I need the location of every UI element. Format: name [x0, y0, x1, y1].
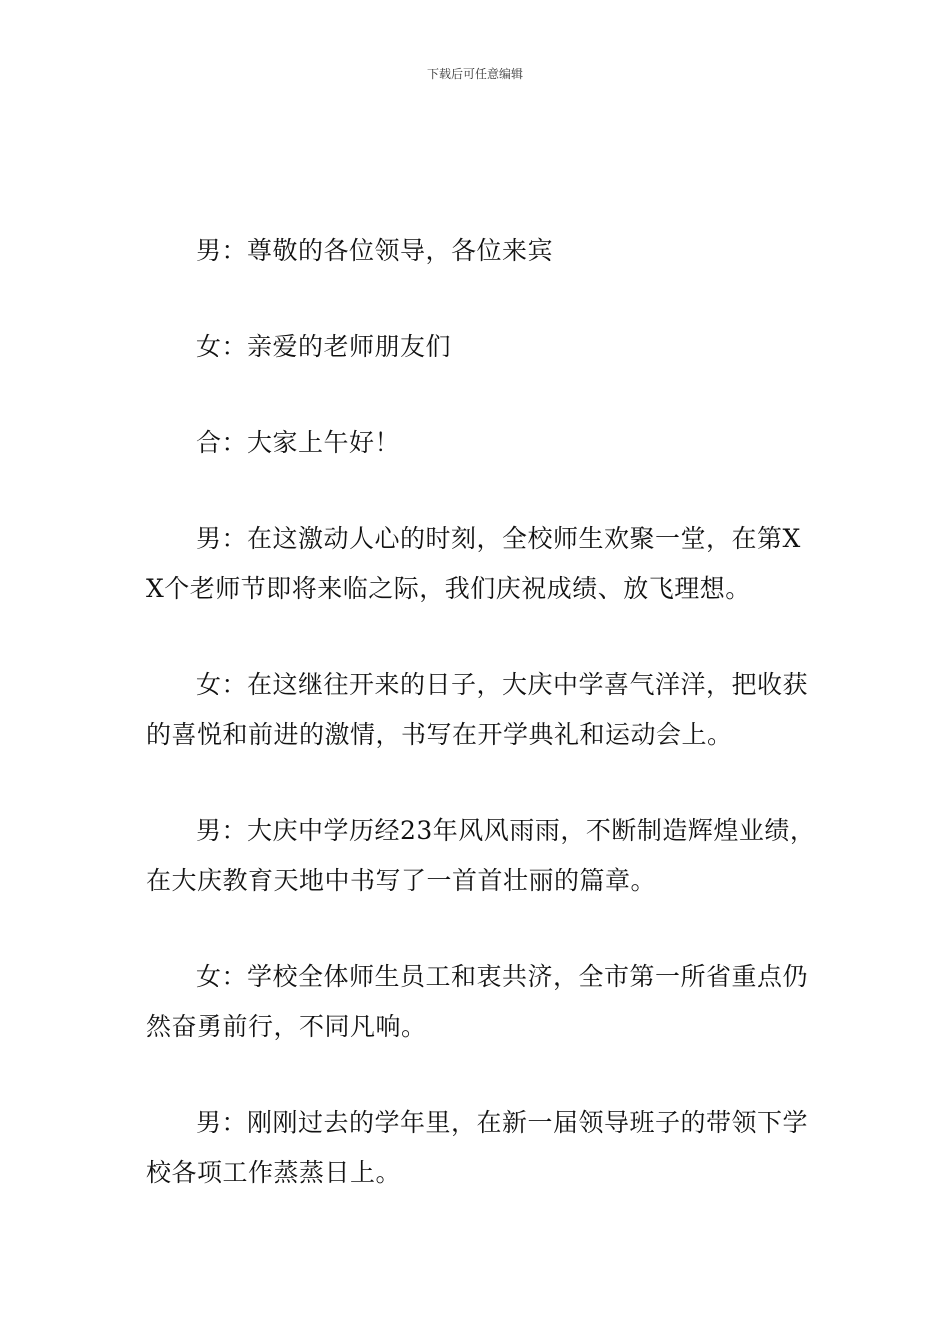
- paragraph: 女：亲爱的老师朋友们: [196, 332, 452, 361]
- paragraph: 男：刚刚过去的学年里，在新一届领导班子的带领下学校各项工作蒸蒸日上。: [146, 1108, 809, 1187]
- paragraph: 男：尊敬的各位领导，各位来宾: [196, 236, 554, 265]
- paragraph: 男：大庆中学历经23年风风雨雨，不断制造辉煌业绩，在大庆教育天地中书写了一首首壮丽的篇章。: [146, 816, 816, 895]
- paragraph: 男：在这激动人心的时刻，全校师生欢聚一堂，在第XX个老师节即将来临之际，我们庆祝成绩、放飞理想。: [146, 524, 801, 603]
- page-header: 下载后可任意编辑: [426, 67, 523, 81]
- paragraph: 合：大家上午好！: [196, 428, 401, 457]
- paragraph: 女：在这继往开来的日子，大庆中学喜气洋洋，把收获的喜悦和前进的激情，书写在开学典礼和运动会上。: [146, 670, 809, 749]
- paragraph: 女：学校全体师生员工和衷共济，全市第一所省重点仍然奋勇前行，不同凡响。: [146, 962, 809, 1041]
- document-body: [146, 226, 816, 1244]
